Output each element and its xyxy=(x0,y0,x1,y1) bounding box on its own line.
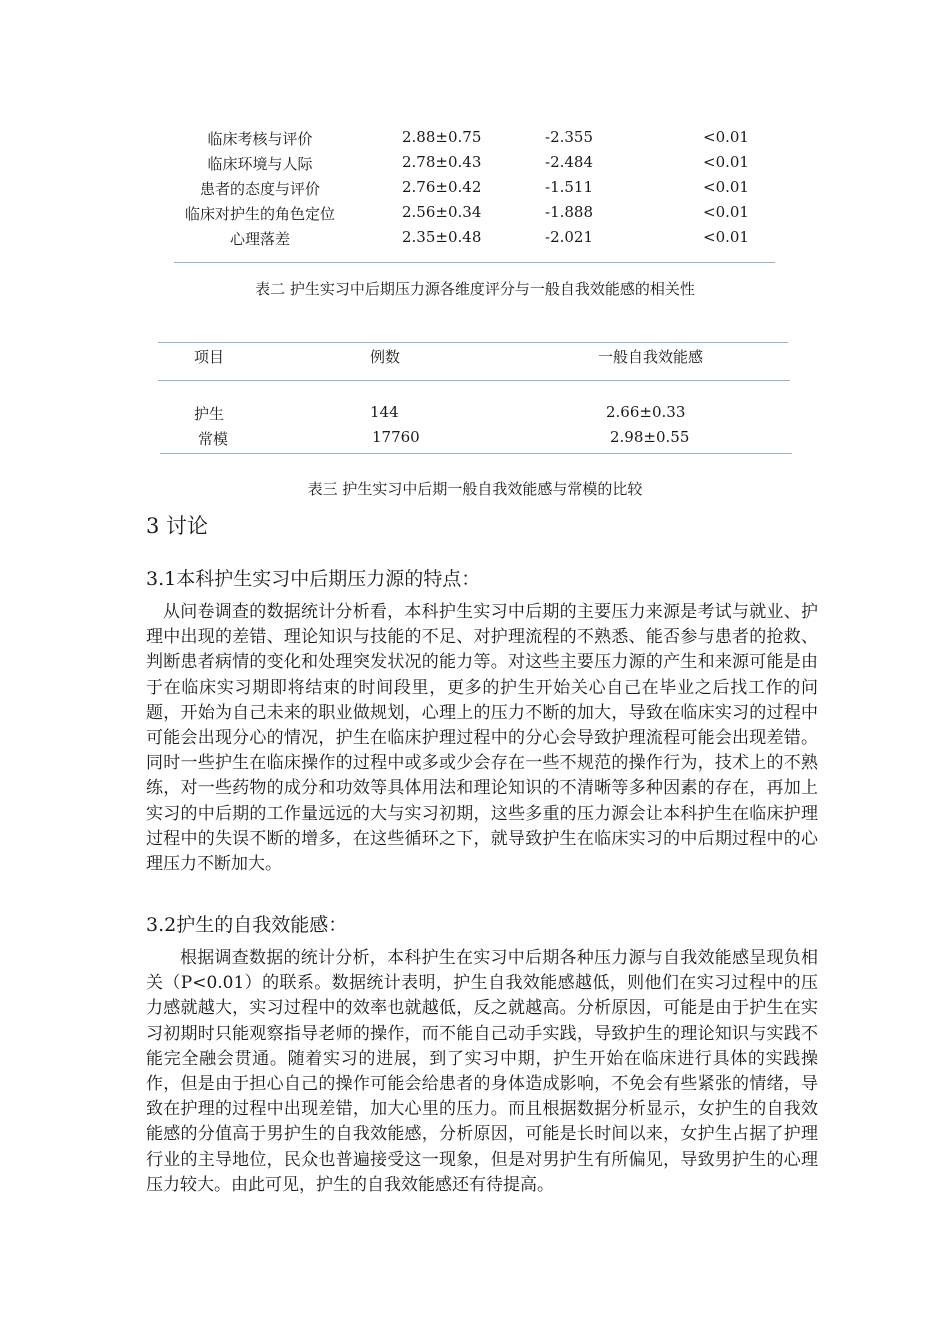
cell-item: 临床考核与评价 xyxy=(207,130,313,148)
cell-t: -1.888 xyxy=(545,203,594,221)
cell-p: <0.01 xyxy=(703,203,749,221)
subsection-heading: 3.2护生的自我效能感： xyxy=(146,914,348,936)
table-header-row xyxy=(158,343,792,379)
body-paragraph: 根据调查数据的统计分析，本科护生在实习中后期各种压力源与自我效能感呈现负相关（P<0.01）的联系。数据统计表明，护生自我效能感越低，则他们在实习过程中的压力感就越大，实习过程中的效率也就越低，反之就越高。分析原因，可能是由于护生在实习初期时只能观察指导老师的操作，而不能自己动手实践，导致护生的理论知识与实践不能完全融会贯通。随着实习的进展，到了实习中期，护生开始在临床进行具体的实践操作，但是由于担心自己的操作可能会给患者的身体造成影响，不免会有些紧张的情绪，导致在护理的过程中出现差错，加大心里的压力。而且根据数据分析显示，女护生的自我效能感的分值高于男护生的自我效能感，分析原因，可能是长时间以来，女护生占据了护理行业的主导地位，民众也普遍接受这一现象，但是对男护生有所偏见，导致男护生的心理压力较大。由此可见，护生的自我效能感还有待提高。 xyxy=(146,948,818,1195)
table-norm-comparison xyxy=(158,343,792,379)
cell-count: 17760 xyxy=(372,428,420,446)
cell-item: 护生 xyxy=(194,405,225,423)
table-row xyxy=(150,201,790,226)
cell-t: -1.511 xyxy=(545,178,594,196)
table-row xyxy=(150,126,790,151)
section-heading: 3 讨论 xyxy=(146,514,209,538)
table-stress-correlation xyxy=(150,126,790,251)
cell-t: -2.355 xyxy=(545,128,594,146)
header-item: 项目 xyxy=(194,348,225,366)
table-row xyxy=(150,151,790,176)
header-count: 例数 xyxy=(370,348,401,366)
cell-p: <0.01 xyxy=(703,228,749,246)
table-row xyxy=(158,425,792,450)
cell-mean: 2.56±0.34 xyxy=(402,203,482,221)
cell-item: 心理落差 xyxy=(229,230,290,248)
cell-value: 2.66±0.33 xyxy=(606,403,686,421)
cell-item: 患者的态度与评价 xyxy=(199,180,320,198)
cell-mean: 2.76±0.42 xyxy=(402,178,482,196)
cell-mean: 2.78±0.43 xyxy=(402,153,482,171)
cell-item: 临床环境与人际 xyxy=(207,155,313,173)
table-row xyxy=(150,176,790,201)
table-bottom-rule xyxy=(160,453,792,454)
header-efficacy: 一般自我效能感 xyxy=(598,348,704,366)
table-header-rule xyxy=(158,380,790,381)
table-caption: 表二 护生实习中后期压力源各维度评分与一般自我效能感的相关性 xyxy=(255,280,695,298)
table-caption: 表三 护生实习中后期一般自我效能感与常模的比较 xyxy=(307,480,643,498)
cell-t: -2.484 xyxy=(545,153,594,171)
cell-mean: 2.88±0.75 xyxy=(402,128,482,146)
cell-p: <0.01 xyxy=(703,128,749,146)
subsection-heading: 3.1本科护生实习中后期压力源的特点： xyxy=(146,568,481,590)
table-row xyxy=(150,226,790,251)
cell-mean: 2.35±0.48 xyxy=(402,228,482,246)
table-body xyxy=(158,400,792,450)
cell-value: 2.98±0.55 xyxy=(610,428,690,446)
table-row xyxy=(158,400,792,425)
cell-count: 144 xyxy=(370,403,399,421)
cell-item: 常模 xyxy=(198,430,229,448)
cell-t: -2.021 xyxy=(545,228,594,246)
cell-p: <0.01 xyxy=(703,153,749,171)
cell-p: <0.01 xyxy=(703,178,749,196)
table-bottom-rule xyxy=(174,262,775,263)
cell-item: 临床对护生的角色定位 xyxy=(184,205,335,223)
body-paragraph: 从问卷调查的数据统计分析看，本科护生实习中后期的主要压力来源是考试与就业、护理中出现的差错、理论知识与技能的不足、对护理流程的不熟悉、能否参与患者的抢救、判断患者病情的变化和处理突发状况的能力等。对这些主要压力源的产生和来源可能是由于在临床实习期即将结束的时间段里，更多的护生开始关心自己在毕业之后找工作的问题，开始为自己未来的职业做规划，心理上的压力不断的加大，导致在临床实习的过程中可能会出现分心的情况，护生在临床护理过程中的分心会导致护理流程可能会出现差错。同时一些护生在临床操作的过程中或多或少会存在一些不规范的操作行为，技术上的不熟练，对一些药物的成分和功效等具体用法和理论知识的不清晰等多种因素的存在，再加上实习的中后期的工作量远远的大与实习初期，这些多重的压力源会让本科护生在临床护理过程中的失误不断的增多，在这些循环之下，就导致护生在临床实习的中后期过程中的心理压力不断加大。 xyxy=(146,602,818,875)
